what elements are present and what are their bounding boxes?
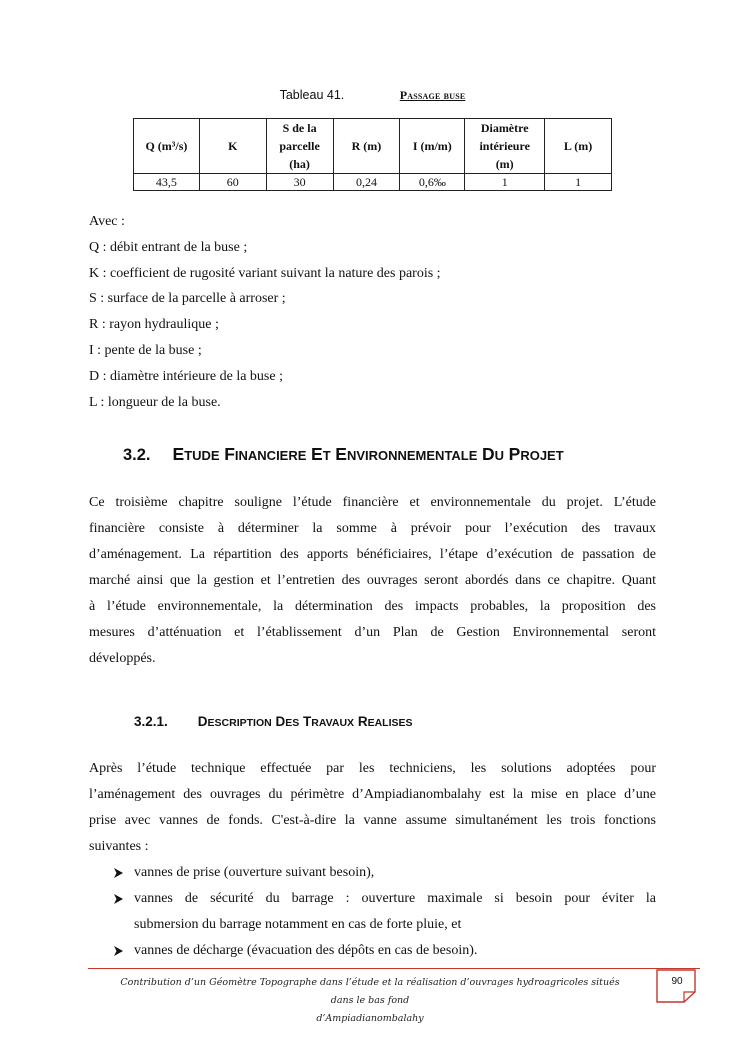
list-item-text: vannes de prise (ouverture suivant besoin), [134,865,375,880]
list-item-text: vannes de sécurité du barrage : ouverture maximale si besoin pour éviter la [134,891,656,906]
table-cell: 60 [199,174,266,191]
section-title: ETUDE FINANCIERE ET ENVIRONNEMENTALE DU PROJET [172,444,564,464]
section-number: 3.2. [123,446,151,464]
definition-item: I : pente de la buse ; [89,342,202,358]
paragraph-line: à l’étude environnementale, la détermination des impacts probables, la proposition des [89,599,656,614]
list-item-text: submersion du barrage notamment en cas de forte pluie, et [134,917,462,932]
paragraph-line: mesures d’atténuation et l’établissement d’un Plan de Gestion Environnemental seront [89,625,656,640]
intro-paragraph [89,490,656,672]
table-header-line: S de la [282,121,317,135]
paragraph-line: Ce troisième chapitre souligne l’étude financière et environnementale du projet. L’étude [89,495,656,510]
paragraph-line: prise avec vannes de fonds. C'est-à-dire la vanne assume simultanément les trois fonctions [89,813,656,828]
section-heading [123,444,564,465]
table-header-cell [134,119,200,174]
table-header-line: R (m) [351,139,382,153]
paragraph-line: marché ainsi que la gestion et l’entretien des ouvrages seront abordés dans ce chapitre. Quant [89,573,656,588]
table-header-cell [400,119,465,174]
paragraph-line: l’aménagement des ouvrages du périmètre d’Ampiadianombalahy est la mise en place d’une [89,787,656,802]
table-header-line: K [228,139,238,153]
passage-buse-table [133,118,612,191]
arrow-right-icon [112,860,126,886]
table-cell: 1 [545,174,612,191]
paragraph-line: Après l’étude technique effectuée par les techniciens, les solutions adoptées pour [89,761,656,776]
arrow-right-icon [112,938,126,964]
footer-divider [88,968,700,969]
table-header-line: (m) [495,157,514,171]
definition-item: S : surface de la parcelle à arroser ; [89,291,286,307]
list-item [112,860,656,886]
definition-item: Avec : [89,214,125,229]
table-cell: 0,6‰ [400,174,465,191]
table-caption-title: Passage buse [399,88,466,102]
table-cell: 30 [266,174,333,191]
definition-item: D : diamètre intérieure de la buse ; [89,368,283,384]
list-item [112,886,656,938]
table-header-cell [333,119,400,174]
paragraph-line: suivantes : [89,839,149,854]
footer-text [110,974,630,1028]
table-header-line: (ha) [289,157,310,171]
table-header-cell [199,119,266,174]
list-item-text: vannes de décharge (évacuation des dépôts en cas de besoin). [134,943,478,958]
table-header-line: Q (m³/s) [145,139,188,153]
table-header-row [134,119,612,174]
table-header-cell [465,119,545,174]
table-header-cell [545,119,612,174]
table-cell: 43,5 [134,174,200,191]
table-header-line: I (m/m) [412,139,452,153]
footer-line-2: d’Ampiadianombalahy [316,1013,424,1024]
definition-item: R : rayon hydraulique ; [89,317,219,333]
page-number: 90 [671,976,683,987]
table-header-line: Diamètre [480,121,529,135]
table-row [134,174,612,191]
table-header-line: L (m) [563,139,593,153]
definition-item: L : longueur de la buse. [89,394,221,410]
table-cell: 0,24 [333,174,400,191]
subsection-heading [134,714,413,729]
subsection-title: DESCRIPTION DES TRAVAUX REALISES [197,714,413,729]
table-caption [0,88,745,103]
footer-line-1: Contribution d’un Géomètre Topographe dans l’étude et la réalisation d’ouvrages hydroagricoles situés dans le bas fond [120,977,620,1006]
table-cell: 1 [465,174,545,191]
definitions-list [89,209,669,415]
table-header-cell [266,119,333,174]
arrow-right-icon [112,886,126,912]
paragraph-line: développés. [89,651,156,666]
definition-item: K : coefficient de rugosité variant suivant la nature des parois ; [89,265,441,281]
subsection-number: 3.2.1. [134,714,168,729]
list-item [112,938,656,964]
table-header-line: parcelle [279,139,320,153]
definition-item: Q : débit entrant de la buse ; [89,239,248,255]
table-caption-label: Tableau 41. [279,88,345,102]
paragraph-line: financière consiste à déterminer la somme à prévoir pour l’exécution des travaux [89,521,656,536]
bullet-list [112,860,656,964]
table-header-line: intérieure [479,139,530,153]
paragraph-line: d’aménagement. La répartition des apports bénéficiaires, l’étape d’exécution de passation de [89,547,656,562]
description-paragraph [89,756,656,860]
